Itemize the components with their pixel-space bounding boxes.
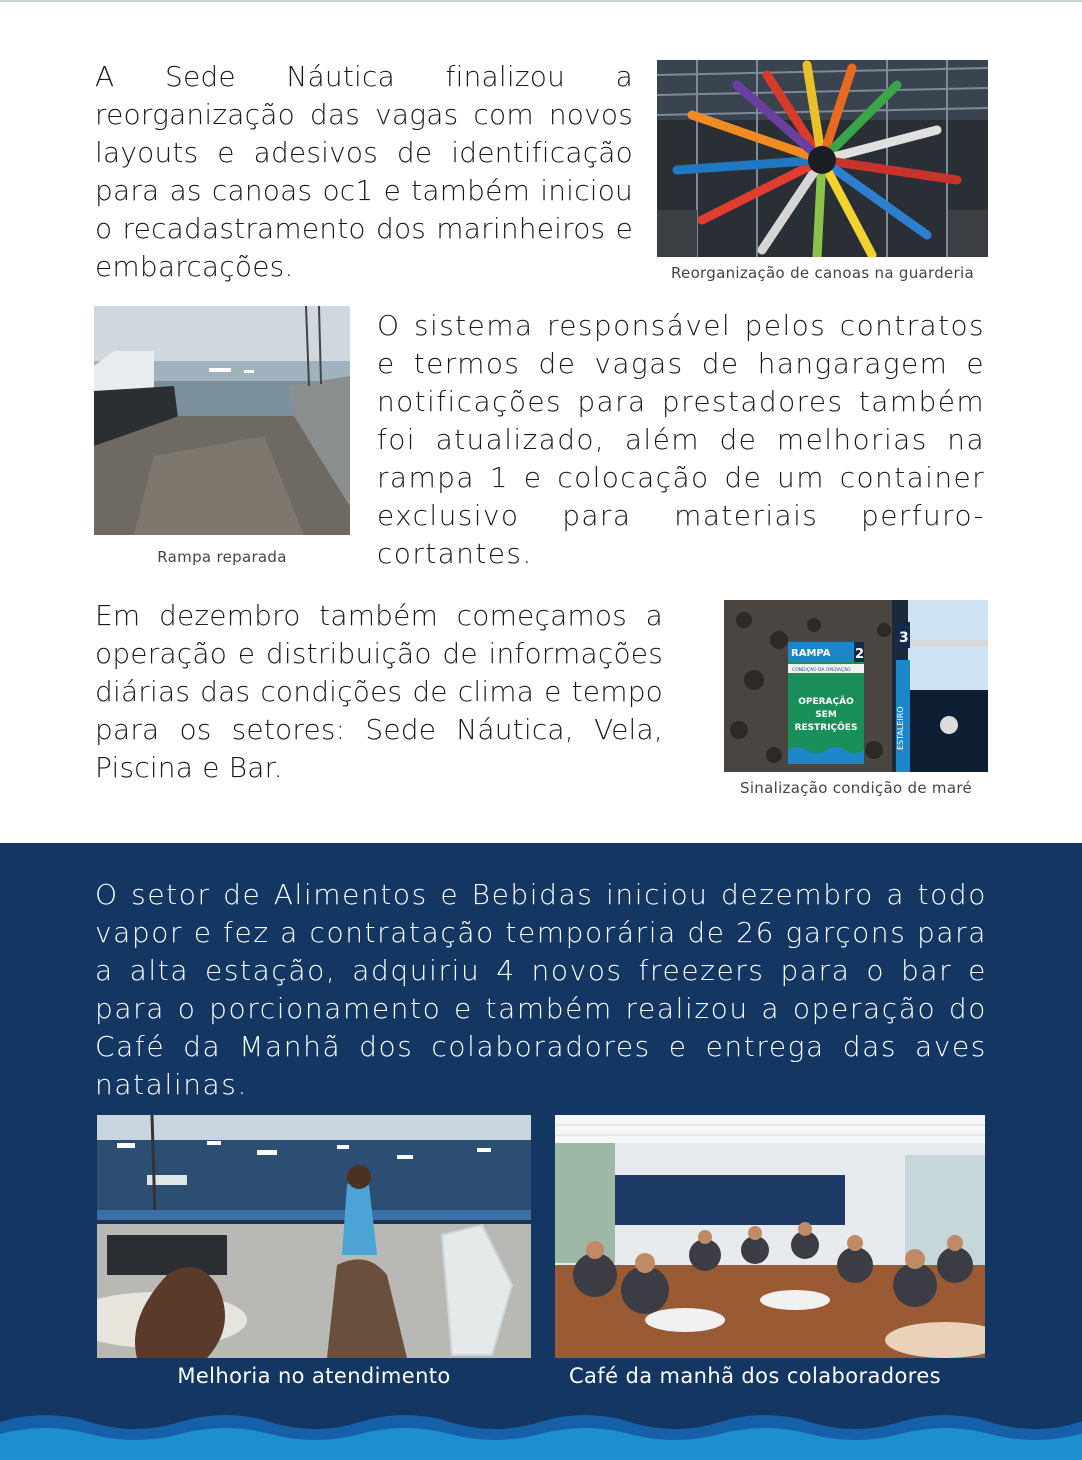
sign-status-3: RESTRIÇÕES [794,723,858,733]
top-divider [0,0,1082,2]
tide-sign [788,642,864,764]
side-sign-number: 3 [899,630,909,646]
side-sign-label: ESTALEIRO [896,706,905,750]
tide-sign-photo [724,600,988,772]
service-photo [97,1115,531,1358]
canoes-caption: Reorganização de canoas na guarderia [671,264,974,282]
service-caption: Melhoria no atendimento [177,1364,451,1388]
sistema-paragraph: O sistema responsável pelos contratos e termos de vagas de hangaragem e notificações para prestadores também foi atualizado, além de melhorias na rampa 1 e colocação de um container exclusivo para materiais perfuro-cortantes. [377,309,985,570]
breakfast-caption: Café da manhã dos colaboradores [568,1364,942,1388]
sign-subtitle: CONDIÇÃO DA OPERAÇÃO [792,668,851,673]
breakfast-photo [555,1115,985,1358]
clima-paragraph: Em dezembro também começamos a operação e distribuição de informações diárias das condições de clima e tempo para os setores: Sede Náutica, Vela, Piscina e Bar. [95,599,663,784]
sign-title: RAMPA [791,648,831,659]
nautica-paragraph: A Sede Náutica finalizou a reorganização das vagas com novos layouts e adesivos de identificação para as canoas oc1 e também iniciou o recadastramento dos marinheiros e embarcações. [95,60,633,283]
ramp-photo [94,306,350,535]
wave-footer [0,1404,1082,1460]
tide-caption: Sinalização condição de maré [740,779,972,797]
canoes-photo [657,60,988,257]
sign-number: 2 [855,647,865,662]
sign-status-2: SEM [815,710,837,720]
alimentos-paragraph: O setor de Alimentos e Bebidas iniciou dezembro a todo vapor e fez a contratação temporária de 26 garçons para a alta estação, adquiriu 4 novos freezers para o bar e para o porcionamento e também realizou a operação do Café da Manhã dos colaboradores e entrega das aves natalinas. [95,878,987,1101]
sign-status-1: OPERAÇÃO [798,697,854,707]
ramp-caption: Rampa reparada [157,548,287,566]
